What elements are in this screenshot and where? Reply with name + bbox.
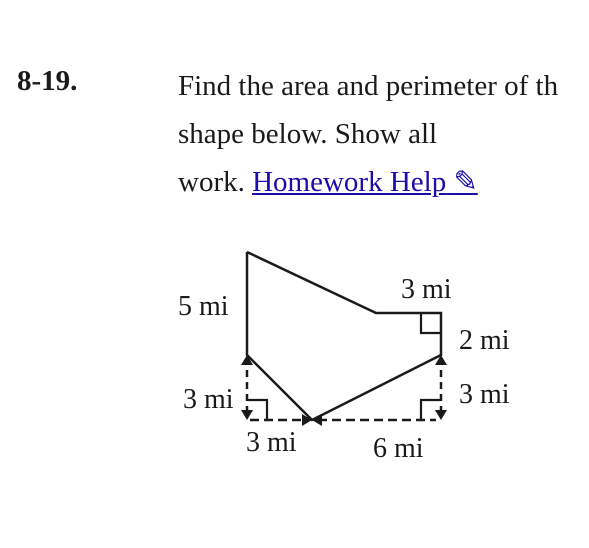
- label-right-lower: 3 mi: [459, 379, 510, 410]
- label-bottom-left: 3 mi: [246, 427, 297, 458]
- problem-text-line-1: Find the area and perimeter of th: [178, 70, 559, 102]
- arrow-left-bottom: [241, 410, 253, 420]
- label-left-lower: 3 mi: [183, 384, 234, 415]
- problem-text-line-2: shape below. Show all: [178, 118, 438, 150]
- arrow-bottom-right: [312, 414, 322, 426]
- label-right-upper: 2 mi: [459, 325, 510, 356]
- label-top-right: 3 mi: [401, 274, 452, 305]
- label-left-side: 5 mi: [178, 291, 229, 322]
- arrow-right-bottom: [435, 410, 447, 420]
- right-angle-top-right: [421, 313, 441, 333]
- label-bottom-right: 6 mi: [373, 433, 424, 464]
- homework-help-label: Homework Help: [252, 166, 447, 198]
- problem-text-line-3-prefix: work.: [178, 166, 253, 198]
- pencil-icon: ✎: [453, 166, 478, 198]
- problem-number: 8-19.: [17, 65, 78, 97]
